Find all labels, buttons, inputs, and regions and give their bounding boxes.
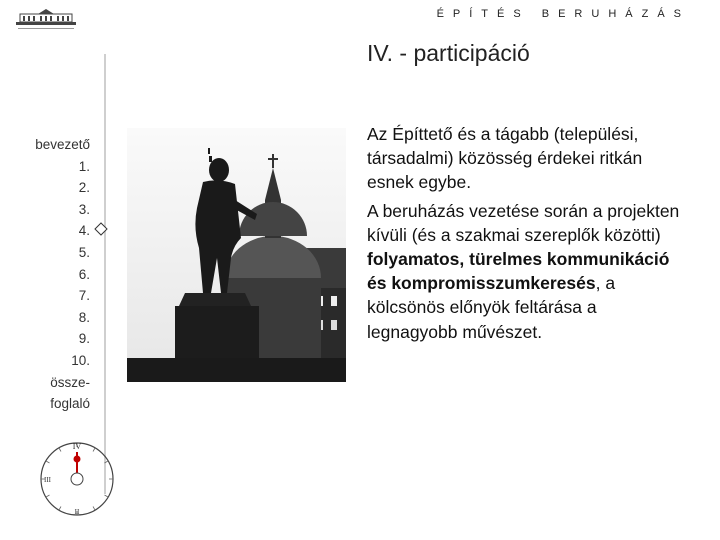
paragraph-1: Az Építtető és a tágabb (települési, társadalmi) közösség érdekei ritkán esnek egybe. <box>367 124 643 193</box>
nav-item-4[interactable]: 4. <box>78 223 90 239</box>
nav-item-8[interactable]: 8. <box>78 309 90 325</box>
paragraph-2 <box>367 199 687 344</box>
active-chapter-marker-icon <box>94 222 108 236</box>
nav-item-2[interactable]: 2. <box>78 180 90 196</box>
nav-item-summary-line2[interactable]: foglaló <box>50 396 90 412</box>
chapter-clock-icon <box>38 440 116 518</box>
nav-item-10[interactable]: 10. <box>71 352 90 368</box>
paragraph-2-start: A beruházás vezetése során a projekten kívüli (és a szakmai szereplők közötti) <box>367 200 680 245</box>
page-title: IV. - participáció <box>367 40 530 66</box>
paragraph-2-emphasis: folyamatos, türelmes kommunikáció és kompromisszumkeresés <box>367 249 670 294</box>
nav-item-7[interactable]: 7. <box>78 288 90 304</box>
clock-label-left: III <box>44 476 51 484</box>
content-text <box>367 122 687 348</box>
chapter-nav <box>0 134 90 415</box>
nav-item-summary-line1[interactable]: össze- <box>50 374 90 390</box>
nav-item-9[interactable]: 9. <box>78 331 90 347</box>
statue-photo <box>127 128 346 382</box>
nav-item-3[interactable]: 3. <box>78 201 90 217</box>
clock-label-top: IV <box>72 442 82 451</box>
university-building-logo <box>14 8 78 32</box>
timeline-divider <box>104 54 106 494</box>
header-brand-title: ÉPÍTÉS BERUHÁZÁS <box>436 8 690 20</box>
nav-item-intro[interactable]: bevezető <box>35 137 90 152</box>
nav-item-1[interactable]: 1. <box>78 158 90 174</box>
nav-item-5[interactable]: 5. <box>78 244 90 260</box>
clock-label-bottom: II <box>74 508 80 516</box>
paragraph-2-end: , a kölcsönös előnyök feltárása a legnagyobb művészet. <box>367 273 616 342</box>
nav-item-6[interactable]: 6. <box>78 266 90 282</box>
